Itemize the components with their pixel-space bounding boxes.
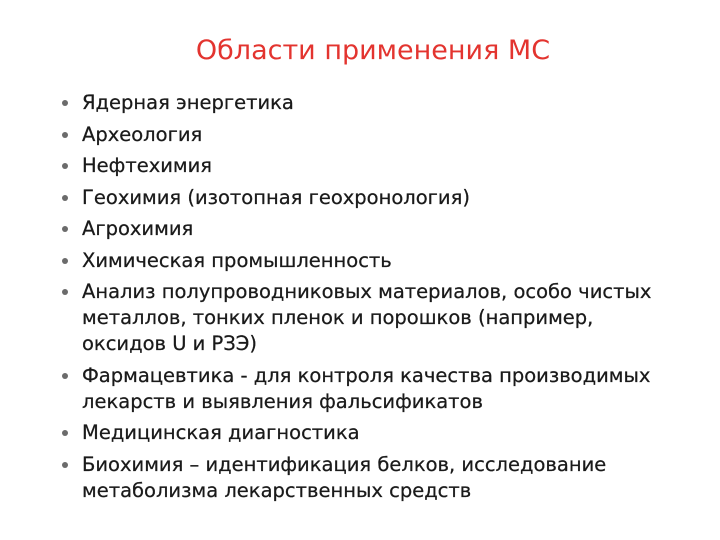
list-item-text: Химическая промышленность: [82, 248, 392, 272]
list-item: [62, 90, 682, 116]
list-item-text: Агрохимия: [82, 217, 194, 240]
list-item-text: Анализ полупроводниковых материалов, особо чистых металлов, тонких пленок и порошков (например, оксидов U и РЗЭ): [82, 280, 652, 355]
list-item: [62, 122, 682, 148]
list-item-text: Ядерная энергетика: [82, 91, 294, 114]
bullet-icon: [62, 226, 68, 232]
list-item-text: Биохимия – идентификация белков, исследование метаболизма лекарственных средств: [82, 452, 607, 502]
bullet-icon: [62, 258, 68, 264]
list-item: [62, 185, 682, 211]
list-item-text: Нефтехимия: [82, 154, 213, 177]
bullet-icon: [62, 373, 68, 379]
list-item: [62, 153, 682, 179]
bullet-icon: [62, 462, 68, 468]
list-item-text: Геохимия (изотопная геохронология): [82, 185, 470, 209]
list-item-text: Археология: [82, 122, 203, 146]
list-item-text: Фармацевтика - для контроля качества производимых лекарств и выявления фальсификатов: [82, 363, 651, 413]
bullet-icon: [62, 195, 68, 201]
bullet-icon: [62, 100, 68, 106]
list-item: [62, 216, 682, 242]
list-item: [62, 452, 682, 504]
bullet-list: [62, 90, 682, 509]
list-item: [62, 279, 682, 357]
list-item: [62, 420, 682, 446]
bullet-icon: [62, 289, 68, 295]
slide-title: Области применения МС: [195, 35, 551, 66]
bullet-icon: [62, 163, 68, 169]
list-item: [62, 363, 682, 415]
bullet-icon: [62, 430, 68, 436]
bullet-icon: [62, 132, 68, 138]
list-item: [62, 248, 682, 274]
list-item-text: Медицинская диагностика: [82, 421, 360, 444]
